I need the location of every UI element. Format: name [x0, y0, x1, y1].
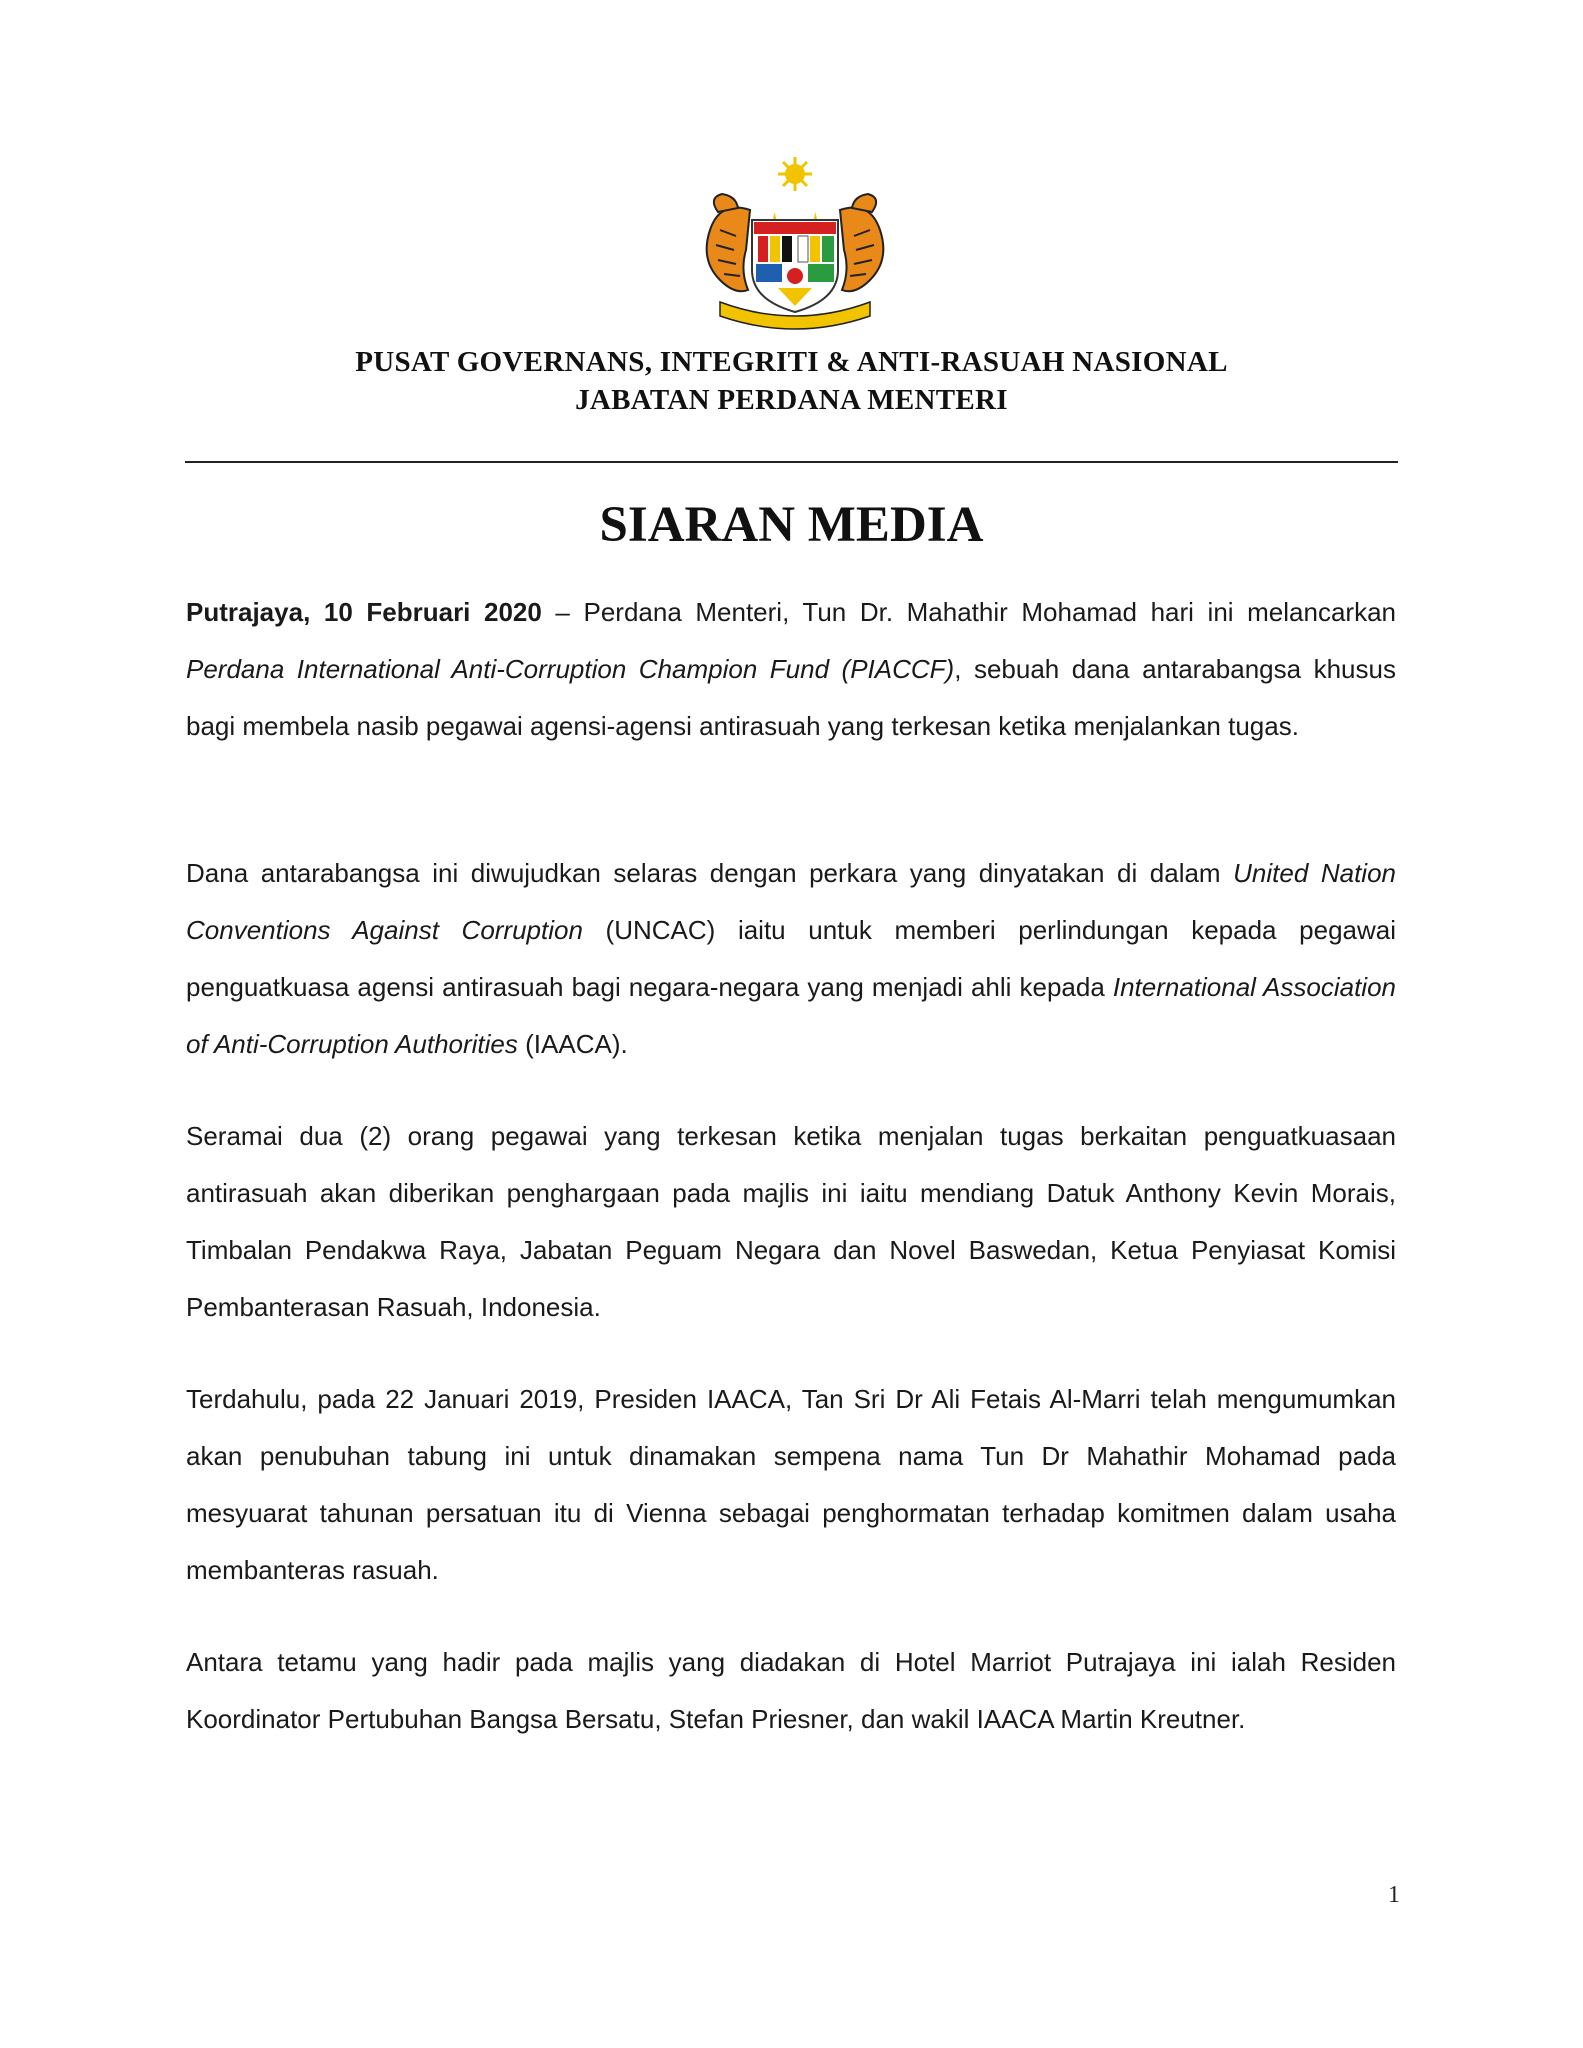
page-number: 1	[1388, 1882, 1400, 1908]
iaaca-name: International Association of Anti-Corruption Authorities	[186, 972, 1396, 1059]
paragraph-2-text-a: Dana antarabangsa ini diwujudkan selaras dengan perkara yang dinyatakan di dalam	[186, 858, 1234, 888]
paragraph-5: Antara tetamu yang hadir pada majlis yang diadakan di Hotel Marriot Putrajaya ini ialah Residen Koordinator Pertubuhan Bangsa Bersatu, Stefan Priesner, dan wakil IAACA Martin Kreutner.	[186, 1647, 1396, 1734]
paragraph-1-text-a: – Perdana Menteri, Tun Dr. Mahathir Mohamad hari ini melancarkan	[541, 597, 1396, 627]
paragraph-2-text-b: (UNCAC) iaitu untuk memberi perlindungan kepada pegawai penguatkuasa agensi antirasuah bagi negara-negara yang menjadi ahli kepada	[186, 915, 1396, 1002]
tiger-right-icon	[840, 194, 883, 291]
paragraph-1-text-b: , sebuah dana antarabangsa khusus bagi membela nasib pegawai agensi-agensi antirasuah yang terkesan ketika menjalankan tugas.	[186, 654, 1396, 741]
document-title: SIARAN MEDIA	[599, 497, 984, 553]
header-divider	[185, 461, 1398, 463]
paragraph-4: Terdahulu, pada 22 Januari 2019, Presiden IAACA, Tan Sri Dr Ali Fetais Al-Marri telah mengumumkan akan penubuhan tabung ini untuk dinamakan sempena nama Tun Dr Mahathir Mohamad pada mesyuarat tahunan persatuan itu di Vienna sebagai penghormatan terhadap komitmen dalam usaha membanteras rasuah.	[186, 1384, 1396, 1585]
uncac-name: United Nation Conventions Against Corruption	[186, 858, 1396, 945]
coat-of-arms-emblem	[680, 150, 910, 330]
paragraph-2	[186, 845, 1396, 1073]
paragraph-1	[186, 584, 1396, 755]
star-icon	[778, 157, 812, 191]
dateline: Putrajaya, 10 Februari 2020	[186, 597, 542, 627]
paragraph-3: Seramai dua (2) orang pegawai yang terkesan ketika menjalan tugas berkaitan penguatkuasaan antirasuah akan diberikan penghargaan pada majlis ini iaitu mendiang Datuk Anthony Kevin Morais, Timbalan Pendakwa Raya, Jabatan Peguam Negara dan Novel Baswedan, Ketua Penyiasat Komisi Pembanterasan Rasuah, Indonesia.	[186, 1121, 1396, 1322]
org-name-line1: PUSAT GOVERNANS, INTEGRITI & ANTI-RASUAH NASIONAL	[355, 346, 1228, 378]
tiger-left-icon	[707, 194, 750, 291]
paragraph-2-text-c: (IAACA).	[517, 1029, 628, 1059]
org-name-line2: JABATAN PERDANA MENTERI	[575, 384, 1008, 416]
fund-name: Perdana International Anti-Corruption Champion Fund (PIACCF)	[186, 654, 955, 684]
